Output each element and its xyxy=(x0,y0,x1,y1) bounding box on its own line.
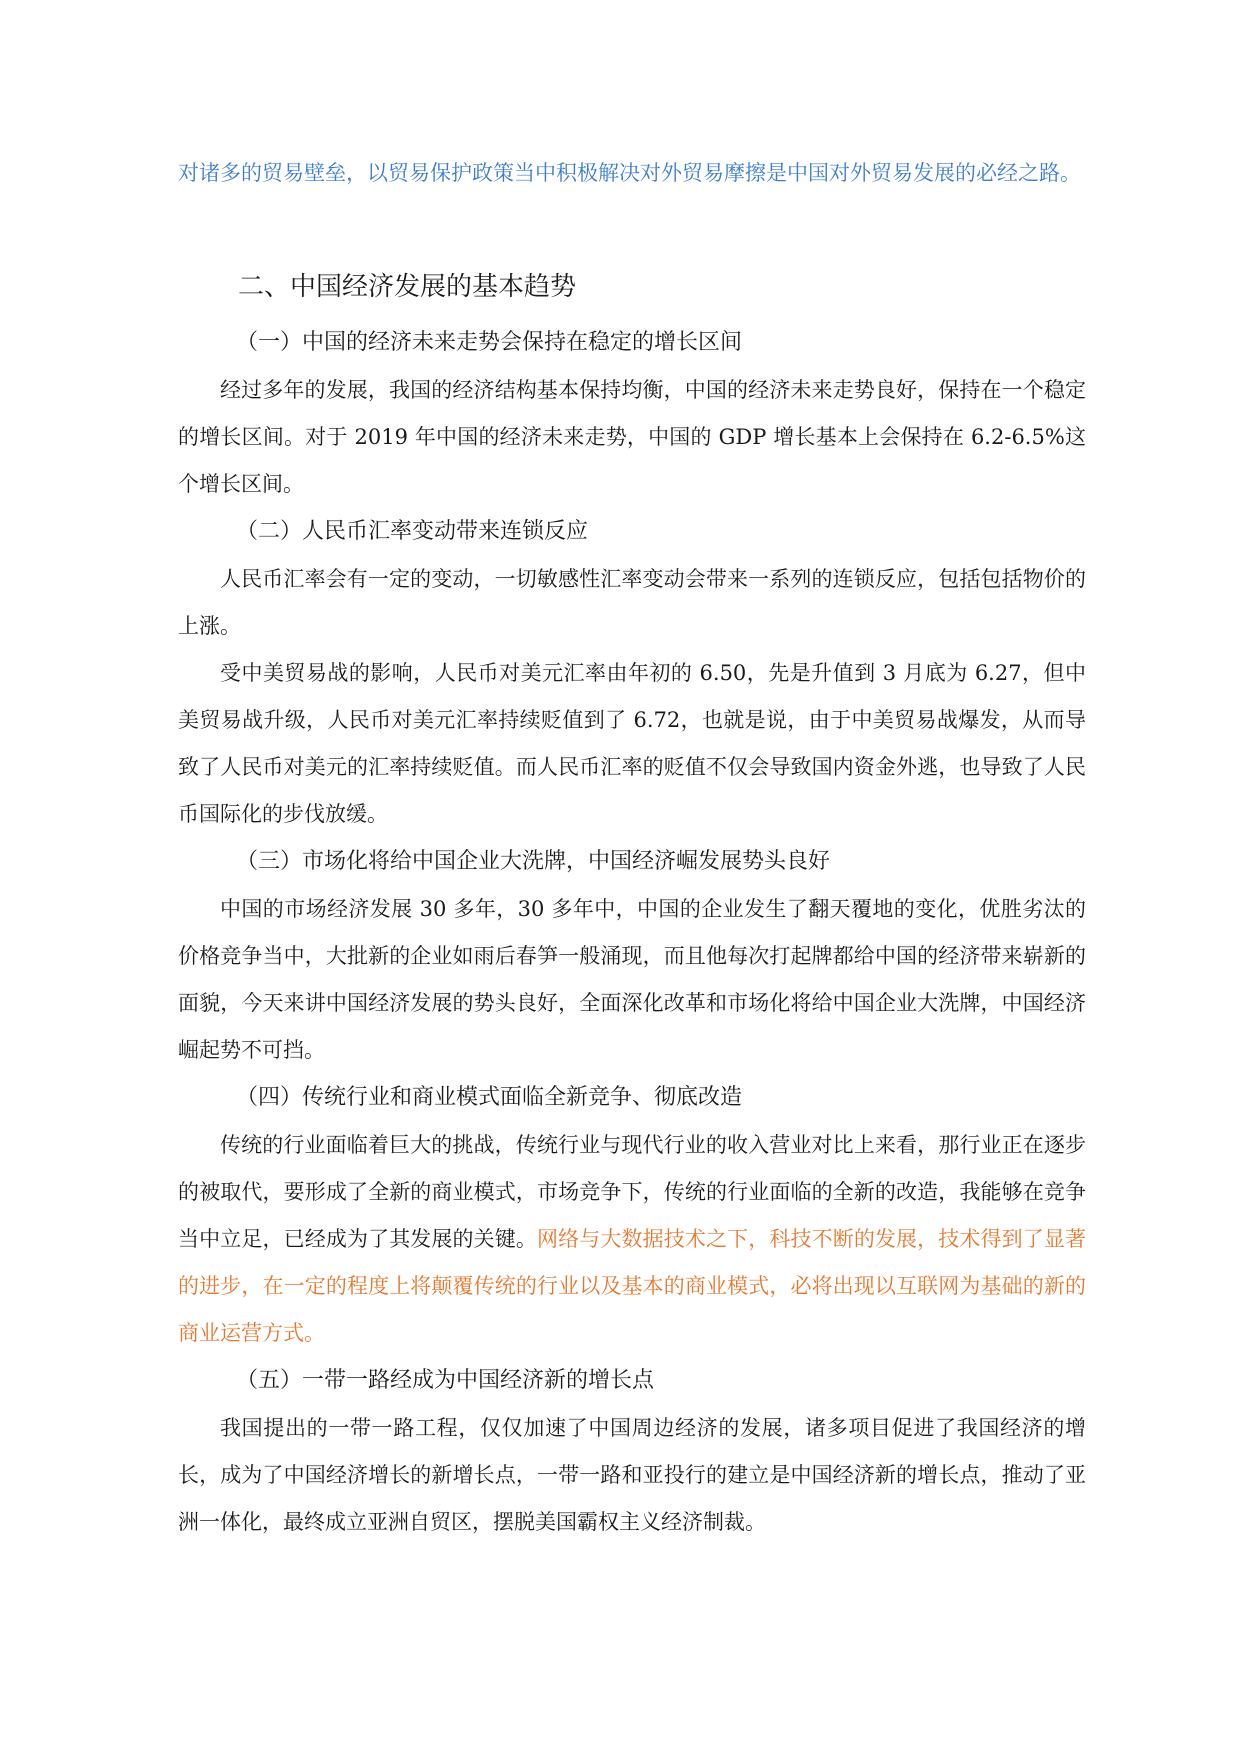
subsection-1-paragraph: 经过多年的发展，我国的经济结构基本保持均衡，中国的经济未来走势良好，保持在一个稳定的增长区间。对于 2019 年中国的经济未来走势，中国的 GDP 增长基本上会保持在 6.2-6.5%这个增长区间。 xyxy=(178,378,1086,496)
subsection-4-paragraph xyxy=(178,1122,1086,1357)
subsection-title-3: （三）市场化将给中国企业大洗牌，中国经济崛发展势头良好 xyxy=(236,849,831,874)
subsection-4-plain-text: 传统的行业面临着巨大的挑战，传统行业与现代行业的收入营业对比上来看，那行业正在逐步的被取代，要形成了全新的商业模式，市场竞争下，传统的行业面临的全新的改造，我能够在竞争当中立足，已经成为了其发展的关键。 xyxy=(178,1133,1086,1251)
subsection-title-1: （一）中国的经济未来走势会保持在稳定的增长区间 xyxy=(236,330,743,355)
subsection-5-paragraph: 我国提出的一带一路工程，仅仅加速了中国周边经济的发展，诸多项目促进了我国经济的增长，成为了中国经济增长的新增长点，一带一路和亚投行的建立是中国经济新的增长点，推动了亚洲一体化，最终成立亚洲自贸区，摆脱美国霸权主义经济制裁。 xyxy=(178,1416,1086,1534)
subsection-4-highlight-text: 网络与大数据技术之下，科技不断的发展，技术得到了显著的进步，在一定的程度上将颠覆传统的行业以及基本的商业模式，必将出现以互联网为基础的新的商业运营方式。 xyxy=(178,1227,1087,1345)
lead-paragraph: 对诸多的贸易壁垒，以贸易保护政策当中积极解决对外贸易摩擦是中国对外贸易发展的必经之路。 xyxy=(178,161,1081,185)
section-title: 二、中国经济发展的基本趋势 xyxy=(238,272,577,302)
subsection-title-5: （五）一带一路经成为中国经济新的增长点 xyxy=(236,1368,655,1393)
document-page xyxy=(178,150,1086,1546)
subsection-2-paragraph-1: 人民币汇率会有一定的变动，一切敏感性汇率变动会带来一系列的连锁反应，包括包括物价的上涨。 xyxy=(178,567,1086,638)
subsection-2-paragraph-2: 受中美贸易战的影响，人民币对美元汇率由年初的 6.50，先是升值到 3 月底为 6.27，但中美贸易战升级，人民币对美元汇率持续贬值到了 6.72，也就是说，由于中美贸易战爆发，从而导致了人民币对美元的汇率持续贬值。而人民币汇率的贬值不仅会导致国内资金外逃，也导致了人民币国际化的步伐放缓。 xyxy=(178,661,1086,826)
subsection-title-4: （四）传统行业和商业模式面临全新竞争、彻底改造 xyxy=(236,1085,743,1110)
subsection-3-paragraph: 中国的市场经济发展 30 多年，30 多年中，中国的企业发生了翻天覆地的变化，优胜劣汰的价格竞争当中，大批新的企业如雨后春笋一般涌现，而且他每次打起牌都给中国的经济带来崭新的面貌，今天来讲中国经济发展的势头良好，全面深化改革和市场化将给中国企业大洗牌，中国经济崛起势不可挡。 xyxy=(178,897,1086,1062)
subsection-title-2: （二）人民币汇率变动带来连锁反应 xyxy=(236,519,589,544)
